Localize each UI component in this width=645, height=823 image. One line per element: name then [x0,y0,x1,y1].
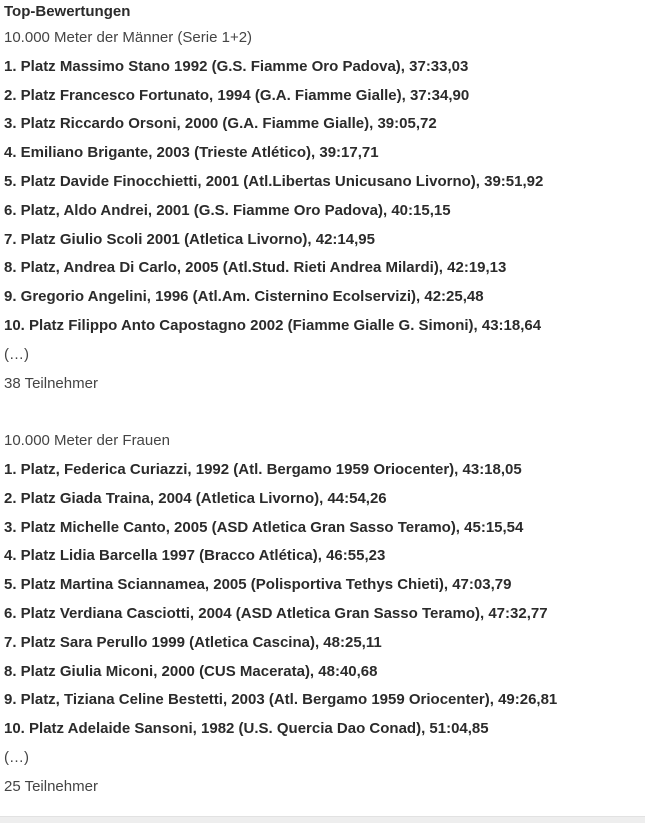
men-result-4: 4. Emiliano Brigante, 2003 (Trieste Atlético), 39:17,71 [4,144,379,162]
men-event-title: 10.000 Meter der Männer (Serie 1+2) [4,29,253,46]
section-spacer [4,398,644,427]
men-result-7: 7. Platz Giulio Scoli 2001 (Atletica Livorno), 42:14,95 [4,230,375,248]
women-result-1: 1. Platz, Federica Curiazzi, 1992 (Atl. Bergamo 1959 Oriocenter), 43:18,05 [4,460,522,478]
women-result-3: 3. Platz Michelle Canto, 2005 (ASD Atletica Gran Sasso Teramo), 45:15,54 [4,518,524,536]
women-result-5: 5. Platz Martina Sciannamea, 2005 (Polisportiva Tethys Chieti), 47:03,79 [4,576,512,594]
men-participants: 38 Teilnehmer [4,374,98,392]
men-result-9: 9. Gregorio Angelini, 1996 (Atl.Am. Cisternino Ecolservizi), 42:25,48 [4,288,484,306]
men-result-8: 8. Platz, Andrea Di Carlo, 2005 (Atl.Stud. Rieti Andrea Milardi), 42:19,13 [4,259,507,277]
women-result-6: 6. Platz Verdiana Casciotti, 2004 (ASD Atletica Gran Sasso Teramo), 47:32,77 [4,604,548,622]
women-results-section [4,427,644,801]
women-result-10: 10. Platz Adelaide Sansoni, 1982 (U.S. Quercia Dao Conad), 51:04,85 [4,720,489,738]
women-event-title: 10.000 Meter der Frauen [4,432,170,450]
men-result-2: 2. Platz Francesco Fortunato, 1994 (G.A. Fiamme Gialle), 37:34,90 [4,86,470,104]
women-result-4: 4. Platz Lidia Barcella 1997 (Bracco Atlética), 46:55,23 [4,547,386,565]
women-result-2: 2. Platz Giada Traina, 2004 (Atletica Livorno), 44:54,26 [4,489,387,507]
men-result-3: 3. Platz Riccardo Orsoni, 2000 (G.A. Fiamme Gialle), 39:05,72 [4,115,437,133]
men-result-6: 6. Platz, Aldo Andrei, 2001 (G.S. Fiamme Oro Padova), 40:15,15 [4,201,451,219]
men-result-1: 1. Platz Massimo Stano 1992 (G.S. Fiamme Oro Padova), 37:33,03 [4,57,469,75]
women-result-9: 9. Platz, Tiziana Celine Bestetti, 2003 (Atl. Bergamo 1959 Oriocenter), 49:26,81 [4,691,558,709]
women-ellipsis: (…) [4,748,29,766]
men-result-10: 10. Platz Filippo Anto Capostagno 2002 (Fiamme Gialle G. Simoni), 43:18,64 [4,316,542,334]
women-result-7: 7. Platz Sara Perullo 1999 (Atletica Cascina), 48:25,11 [4,633,382,651]
women-participants: 25 Teilnehmer [4,777,98,795]
article-content [4,0,644,802]
men-results-section [4,24,644,398]
men-result-5: 5. Platz Davide Finocchietti, 2001 (Atl.Libertas Unicusano Livorno), 39:51,92 [4,172,544,190]
women-result-8: 8. Platz Giulia Miconi, 2000 (CUS Macerata), 48:40,68 [4,662,378,680]
men-ellipsis: (…) [4,345,29,363]
section-heading: Top-Bewertungen [4,3,131,20]
